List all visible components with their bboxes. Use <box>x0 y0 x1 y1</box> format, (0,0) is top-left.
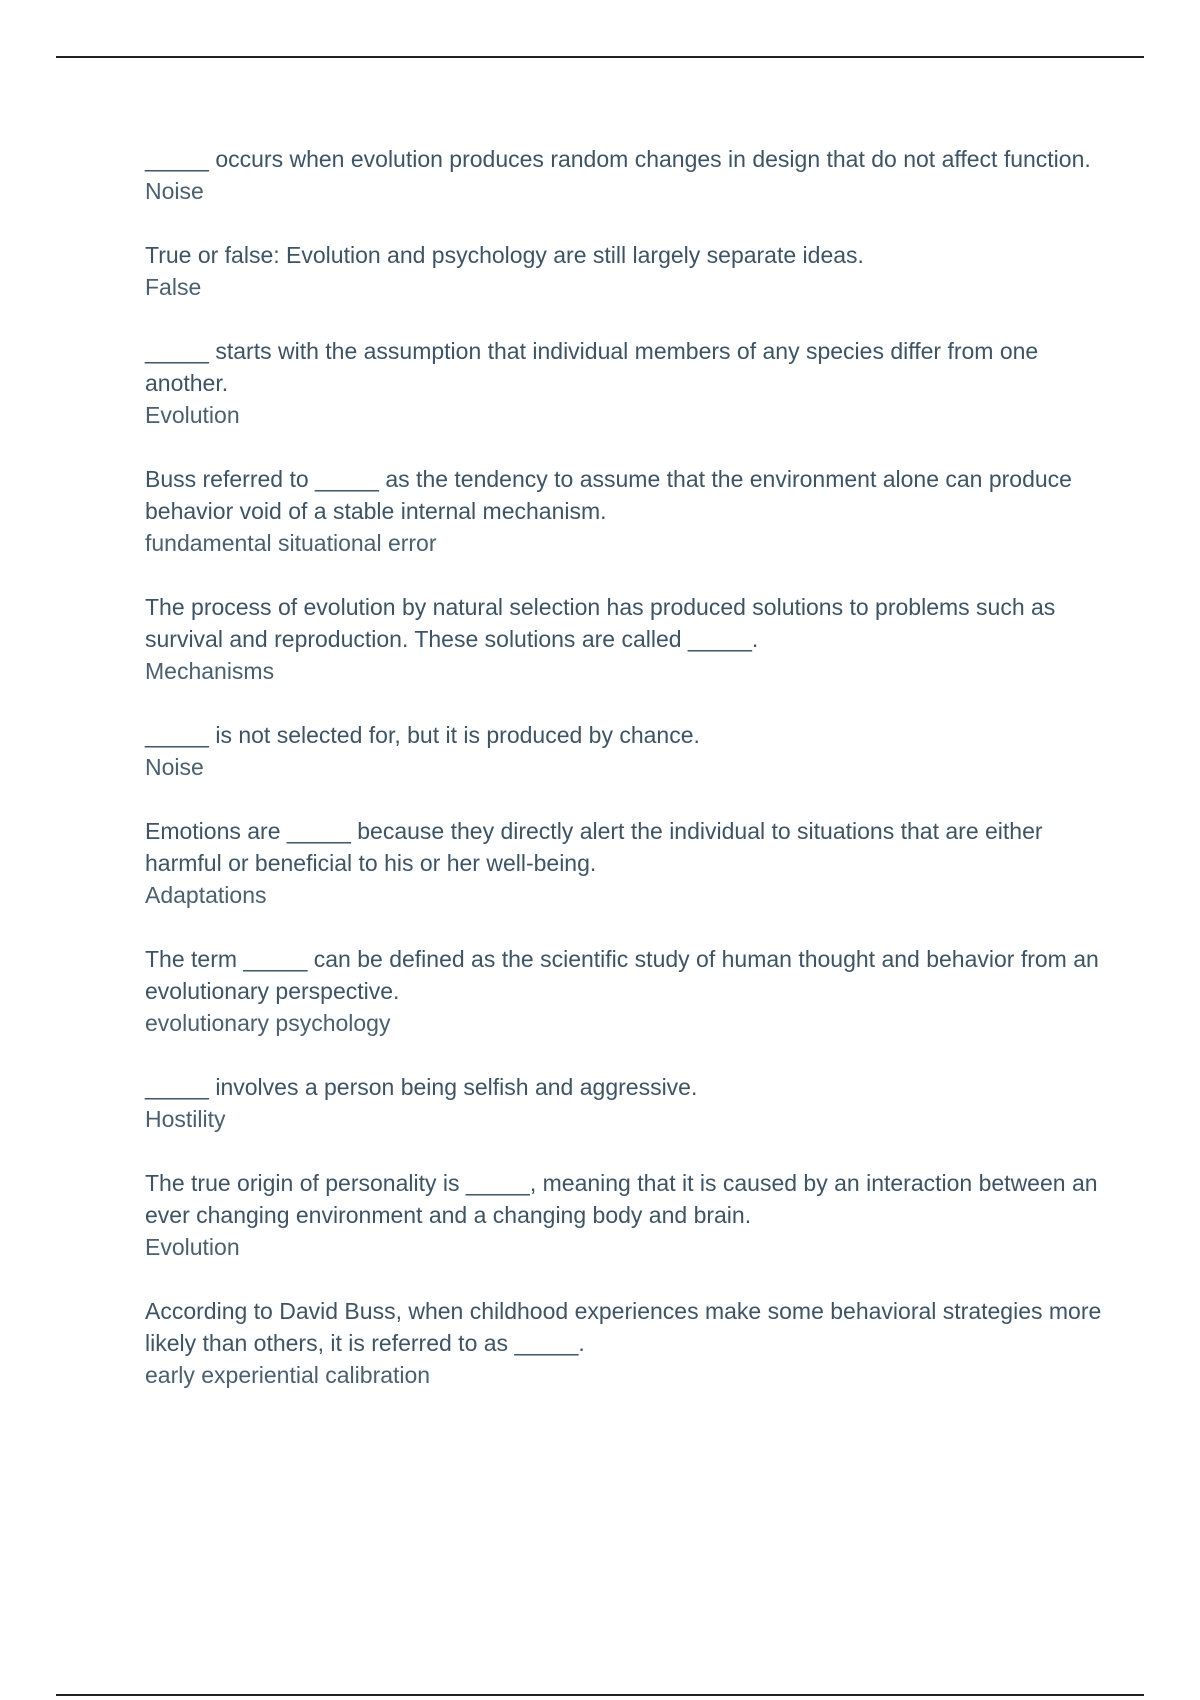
bottom-rule <box>56 1694 1144 1696</box>
question-text: _____ is not selected for, but it is produced by chance. <box>145 722 700 748</box>
question-text: The process of evolution by natural selection has produced solutions to problems such as survival and reproduction. These solutions are called _____. <box>145 594 1056 652</box>
question-text: _____ occurs when evolution produces random changes in design that do not affect function. <box>145 146 1091 172</box>
answer-text: Hostility <box>145 1106 226 1132</box>
question-text: _____ starts with the assumption that individual members of any species differ from one another. <box>145 338 1039 396</box>
question-text: Buss referred to _____ as the tendency to assume that the environment alone can produce behavior void of a stable internal mechanism. <box>145 466 1072 524</box>
flashcard-list <box>145 143 1105 1423</box>
answer-text: Evolution <box>145 1234 240 1260</box>
flashcard <box>145 335 1105 431</box>
question-text: The term _____ can be defined as the scientific study of human thought and behavior from an evolutionary perspective. <box>145 946 1099 1004</box>
flashcard <box>145 719 1105 783</box>
answer-text: Adaptations <box>145 882 267 908</box>
question-text: True or false: Evolution and psychology are still largely separate ideas. <box>145 242 864 268</box>
answer-text: False <box>145 274 202 300</box>
flashcard <box>145 143 1105 207</box>
question-text: Emotions are _____ because they directly alert the individual to situations that are either harmful or beneficial to his or her well-being. <box>145 818 1043 876</box>
answer-text: evolutionary psychology <box>145 1010 391 1036</box>
answer-text: Noise <box>145 178 204 204</box>
top-rule <box>56 56 1144 58</box>
flashcard <box>145 591 1105 687</box>
answer-text: early experiential calibration <box>145 1362 431 1388</box>
question-text: The true origin of personality is _____, meaning that it is caused by an interaction between an ever changing environment and a changing body and brain. <box>145 1170 1098 1228</box>
flashcard <box>145 815 1105 911</box>
flashcard <box>145 463 1105 559</box>
flashcard <box>145 239 1105 303</box>
flashcard <box>145 943 1105 1039</box>
question-text: According to David Buss, when childhood experiences make some behavioral strategies more likely than others, it is referred to as _____. <box>145 1298 1102 1356</box>
answer-text: Mechanisms <box>145 658 275 684</box>
answer-text: fundamental situational error <box>145 530 437 556</box>
answer-text: Noise <box>145 754 204 780</box>
flashcard <box>145 1167 1105 1263</box>
flashcard <box>145 1071 1105 1135</box>
question-text: _____ involves a person being selfish and aggressive. <box>145 1074 698 1100</box>
flashcard <box>145 1295 1105 1391</box>
answer-text: Evolution <box>145 402 240 428</box>
